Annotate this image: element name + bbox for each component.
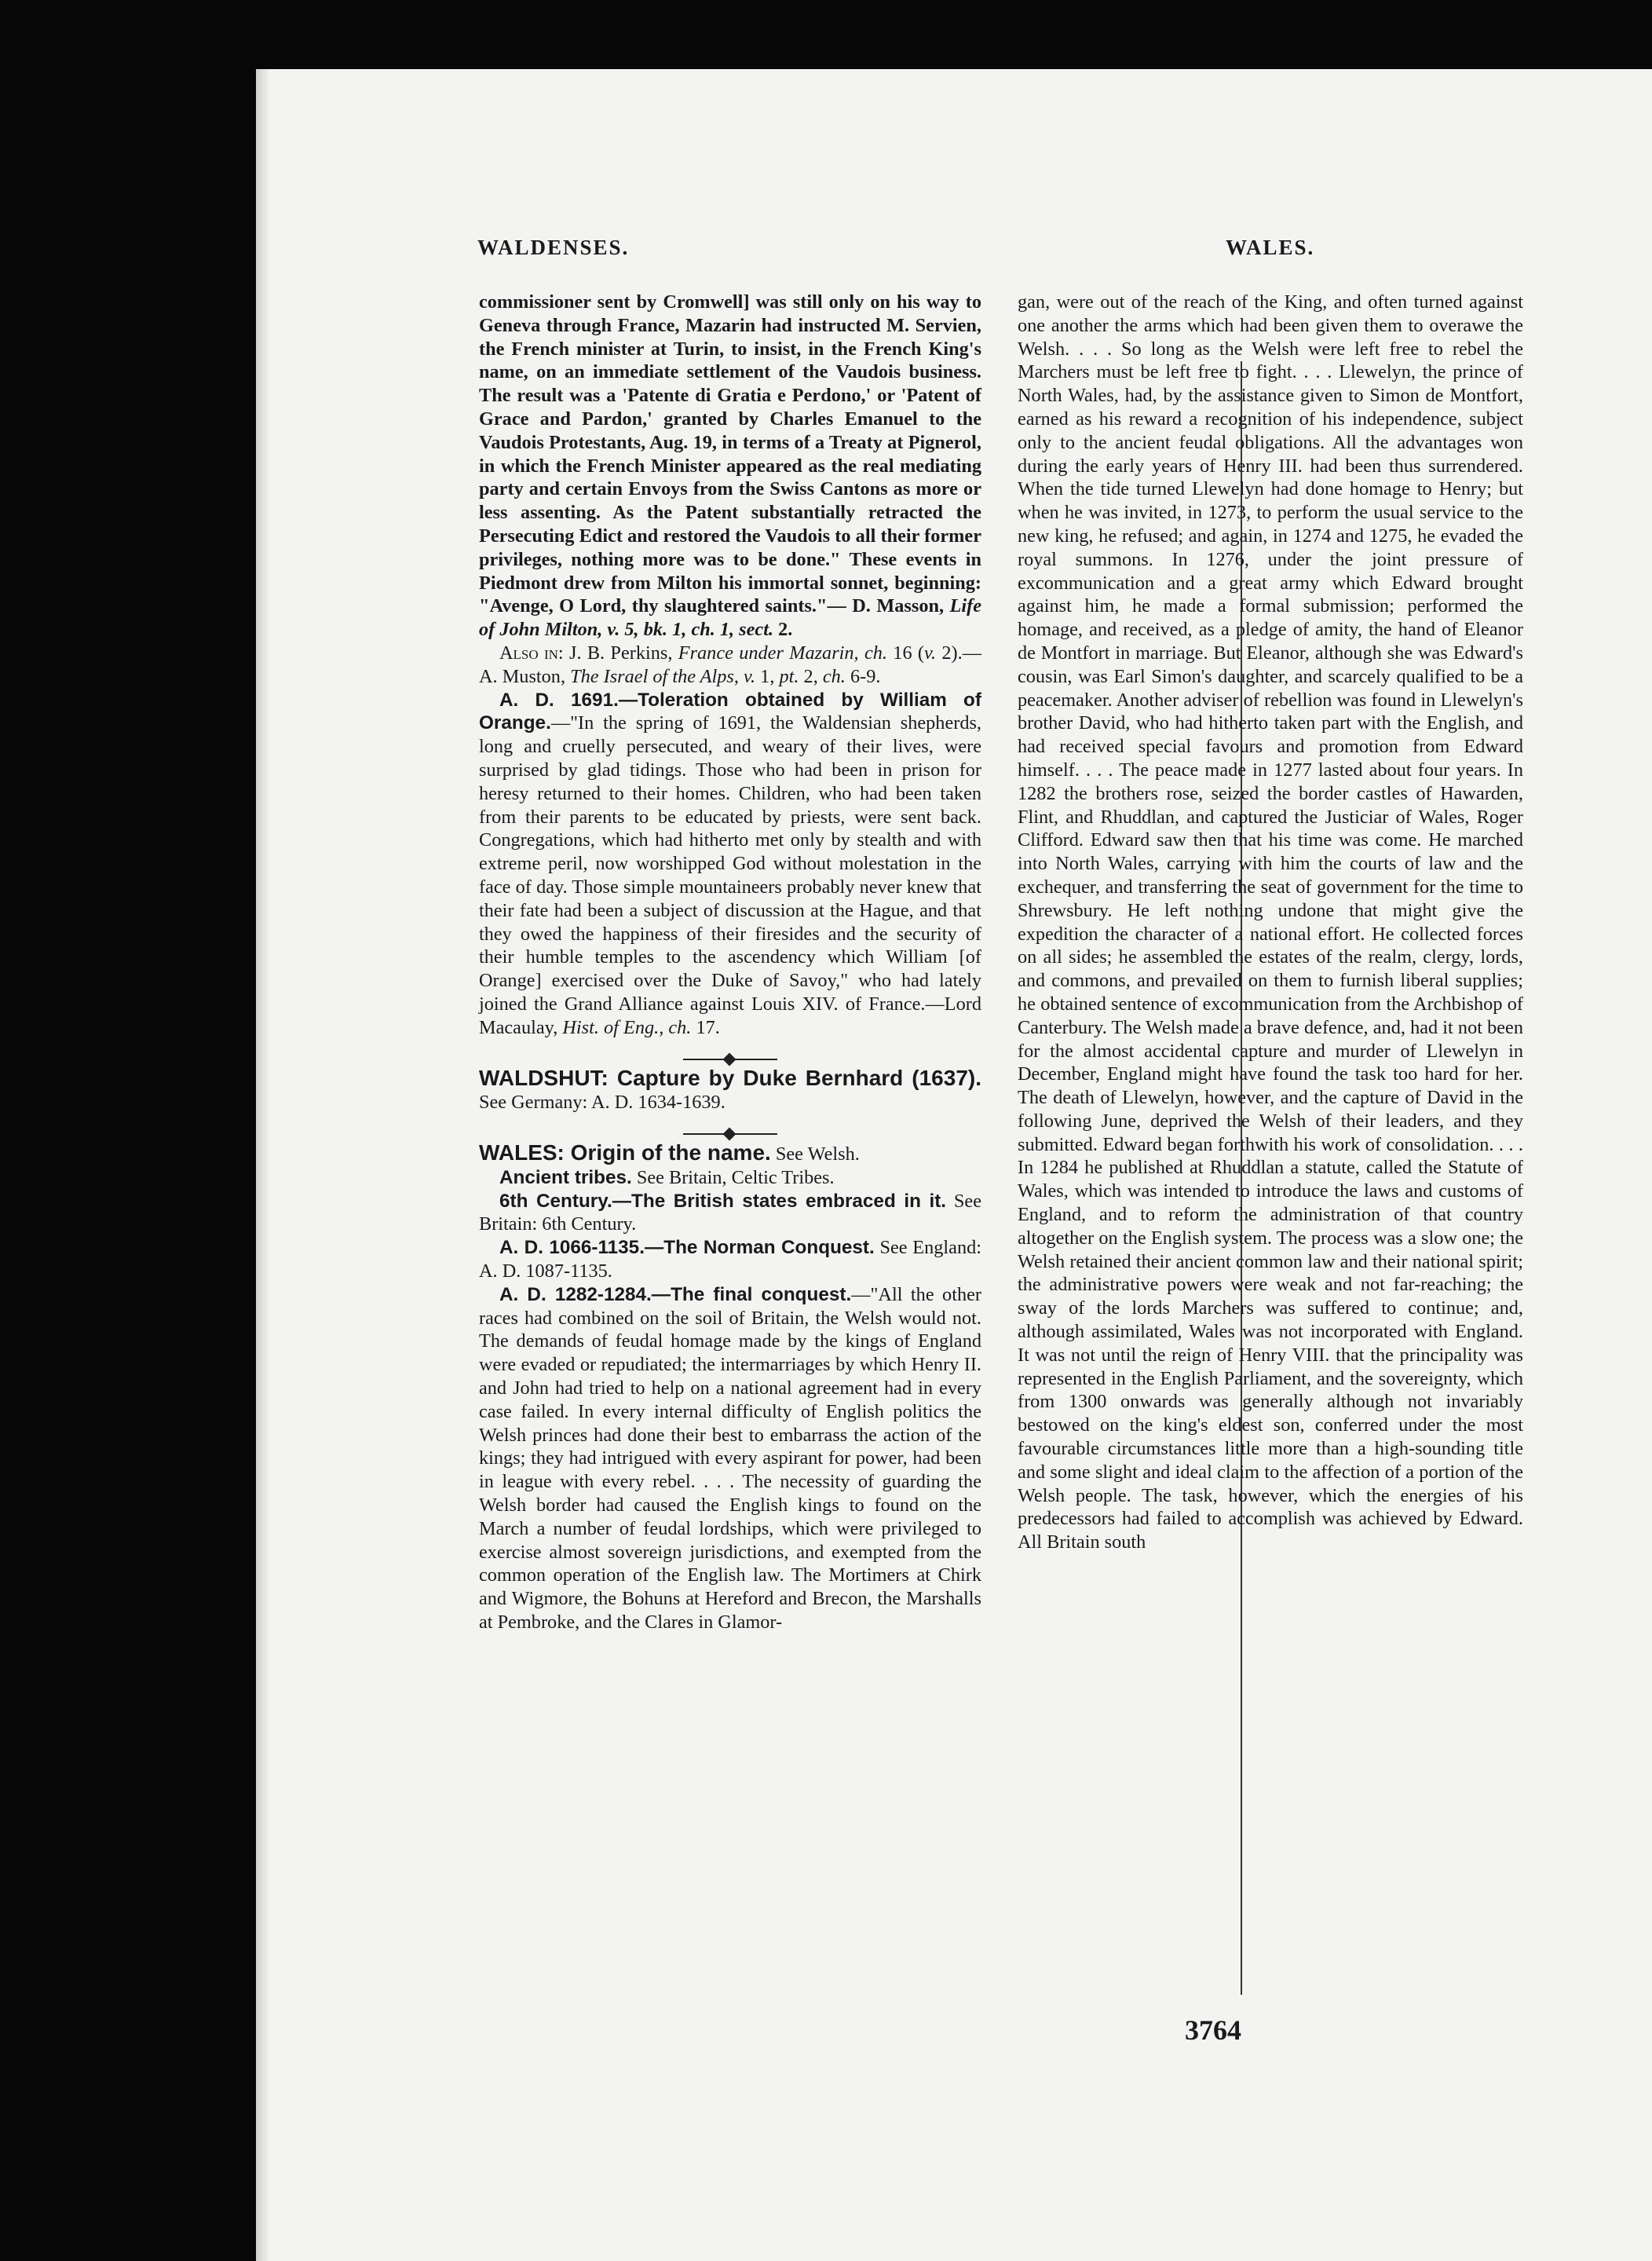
also-in-text-6: 6-9. (850, 665, 881, 687)
paragraph-milton (479, 291, 981, 642)
entry-heading: A. D. 1282-1284.—The final conquest. (499, 1283, 852, 1305)
also-in-pt: pt. (779, 665, 799, 687)
entry-text: —"All the other races had combined on the soil of Britain, the Welsh would not. The demands of feudal homage made by the kings of England were evaded or repudiated; the intermarriages by which Henry II. and John had tried to help on a national agreement had in every case failed. In every internal difficulty of English politics the Welsh princes had done their best to embarrass the action of the kings; they had intrigued with every aspirant for power, had been in league with every rebel. . . . The necessity of guarding the Welsh border had caused the English kings to found on the March a number of feudal lordships, which were privileged to exercise almost sovereign jurisdictions, and exempted from the common operation of the English law. The Mortimers at Chirk and Wigmore, the Bohuns at Hereford and Brecon, the Marshalls at Pembroke, and the Clares in Glamor- (479, 1283, 981, 1634)
citation-title: Life of John Milton, v. 5, bk. 1, ch. 1, sect. (479, 595, 982, 641)
also-in-title-1: France under Mazarin, ch. (678, 642, 887, 664)
section-divider (479, 1121, 981, 1136)
document-page (256, 69, 1652, 2261)
also-in-text-5: 2, (803, 665, 818, 687)
entry-heading-wales: WALES: Origin of the name. (479, 1140, 771, 1165)
entry-ancient-tribes (479, 1166, 981, 1190)
running-header-left: WALDENSES. (477, 236, 630, 259)
cross-reference: See Britain: 6th Century. (479, 1190, 981, 1235)
entry-heading: Ancient tribes. (499, 1166, 632, 1188)
right-column (1018, 291, 1523, 1554)
entry-wales-name (479, 1141, 981, 1166)
cross-reference: See England: A. D. 1087-1135. (479, 1237, 981, 1282)
paragraph-text: commissioner sent by Cromwell] was still only on his way to Geneva through France, Mazarin had instructed M. Servien, the French minister at Turin, to insist, in the French King's name, on an immediate settlement of the Vaudois business. The result was a 'Patente di Gratia e Perdono,' or 'Patent of Grace and Pardon,' granted by Charles Emanuel to the Vaudois Protestants, Aug. 19, in terms of a Treaty at Pignerol, in which the French Minister appeared as the real mediating party and certain Envoys from the Swiss Cantons as more or less assenting. As the Patent substantially retracted the Persecuting Edict and restored the Vaudois to all their former privileges, nothing more was to be done." These events in Piedmont drew from Milton his immortal sonnet, beginning: "Avenge, O Lord, thy slaughtered saints."— D. Masson, (479, 291, 981, 617)
entry-citation-end: 17. (696, 1016, 720, 1038)
also-in-text-2: 16 ( (893, 642, 925, 664)
cross-reference: See Welsh. (775, 1143, 860, 1165)
section-divider (479, 1046, 981, 1062)
continued-text: gan, were out of the reach of the King, and often turned against one another the arms which had been given them to overawe the Welsh. . . . So long as the Welsh were left free to rebel the Marchers must be left free to fight. . . . Llewelyn, the prince of North Wales, had, by the assistance given to Simon de Montfort, earned as his reward a recognition of his independence, subject only to the ancient feudal obligations. All the advantages won during the early years of Henry III. had been thus surrendered. When the tide turned Llewelyn had done homage to Henry; but when he was invited, in 1273, to perform the usual service to the new king, he refused; and again, in 1274 and 1275, he evaded the royal summons. In 1276, under the joint pressure of excommunication and a great army which Edward brought against him, he made a formal submission; performed the homage, and received, as a pledge of amity, the hand of Eleanor de Montfort in marriage. But Eleanor, although she was Edward's cousin, was Earl Simon's daughter, and scarcely qualified to be a peacemaker. Another adviser of rebellion was found in Llewelyn's brother David, who had hitherto taken part with the English, and had received special favours and promotion from Edward himself. . . . The peace made in 1277 lasted about four years. In 1282 the brothers rose, seized the border castles of Hawarden, Flint, and Rhuddlan, and captured the Justiciar of Wales, Roger Clifford. Edward saw then that his time was come. He marched into North Wales, carrying with him the courts of law and the exchequer, and transferring the seat of government for the time to Shrewsbury. He left nothing undone that might give the expedition the character of a national effort. He collected forces on all sides; he assembled the estates of the realm, clergy, lords, and commons, and prevailed on them to furnish liberal supplies; he obtained sentence of excommunication from the Archbishop of Canterbury. The Welsh made a brave defence, and, had it not been for the almost accidental capture and murder of Llewelyn in December, England might have found the task too hard for her. The death of Llewelyn, however, and the capture of David in the following June, deprived the Welsh of their leaders, and they submitted. Edward began forthwith his work of consolidation. . . . In 1284 he published at Rhuddlan a statute, called the Statute of Wales, which was intended to introduce the laws and customs of England, and to reform the administration of that country altogether on the English system. The process was a slow one; the Welsh retained their ancient common law and their national spirit; the administrative powers were weak and not far-reaching; the sway of the lords Marchers was suffered to continue; and, although assimilated, Wales was not incorporated with England. It was not until the reign of Henry VIII. that the principality was represented in the English Parliament, and the sovereignty, which from 1300 onwards was generally although not invariably bestowed on the king's eldest son, conferred under the most favourable circumstances little more than a high-sounding title and some slight and ideal claim to the affection of a portion of the Welsh people. The task, however, which the energies of his predecessors had failed to accomplish was achieved by Edward. All Britain south (1018, 291, 1523, 1553)
also-in-text-4: 1, (760, 665, 775, 687)
cross-reference: See Britain, Celtic Tribes. (636, 1166, 835, 1188)
also-in-text: : J. B. Perkins, (557, 642, 673, 664)
also-in-label: Also in (499, 642, 558, 664)
cross-reference: See Germany: A. D. 1634-1639. (479, 1092, 725, 1114)
page-number: 3764 (1185, 2014, 1241, 2046)
also-in-ch: ch. (822, 665, 846, 687)
entry-heading: 6th Century.—The British states embraced in it. (499, 1190, 947, 1212)
also-in-text-3: 2).—A. Muston, (479, 642, 982, 687)
also-in-title-2: The Israel of the Alps, v. (570, 665, 756, 687)
entry-text: —"In the spring of 1691, the Waldensian shepherds, long and cruelly persecuted, and weary of their lives, were surprised by glad tidings. Those who had been in prison for heresy returned to their homes. Children, who had been taken from their parents to be educated by priests, were sent back. Congregations, which had hitherto met only by stealth and with extreme peril, now worshipped God without molestation in the face of day. Those simple mountaineers probably never knew that their fate had been a subject of discussion at the Hague, and that they owed the happiness of their firesides and the security of their humble temples to the ascendency which William [of Orange] exercised over the Duke of Savoy," who had lately joined the Grand Alliance against Louis XIV. of France.—Lord Macaulay, (479, 712, 981, 1038)
entry-heading: A. D. 1691.—Toleration obtained by William of Orange. (479, 689, 981, 734)
left-column (479, 291, 981, 1634)
also-in-paragraph (479, 642, 981, 689)
citation-end: 2. (778, 619, 793, 641)
entry-1691 (479, 689, 981, 1040)
entry-heading-waldshut: WALDSHUT: Capture by Duke Bernhard (1637). (479, 1065, 981, 1090)
also-in-vol: v. (924, 642, 937, 664)
entry-6th-century (479, 1190, 981, 1237)
entry-norman-conquest (479, 1236, 981, 1283)
entry-heading: A. D. 1066-1135.—The Norman Conquest. (499, 1237, 875, 1259)
entry-final-conquest (479, 1283, 981, 1634)
running-header-right: WALES. (1226, 236, 1315, 259)
entry-waldshut (479, 1066, 981, 1115)
entry-citation: Hist. of Eng., ch. (562, 1016, 692, 1038)
